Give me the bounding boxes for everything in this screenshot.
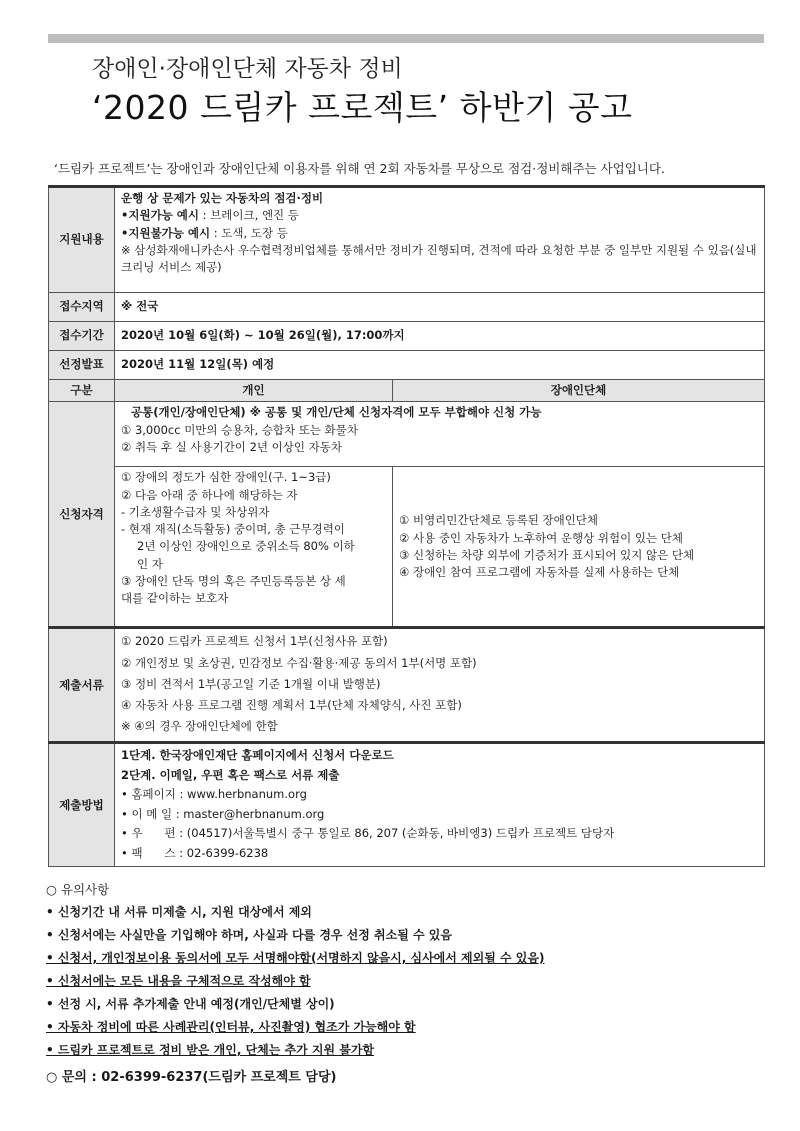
- row-announce: [49, 351, 765, 380]
- eligibility-individual-item: - 기초생활수급자 및 차상위자: [121, 504, 270, 519]
- row-documents: [49, 628, 765, 743]
- row-eligibility-common: [49, 402, 765, 467]
- notes-item: • 신청서에는 사실만을 기입해야 하며, 사실과 다를 경우 선정 취소될 수 있음: [46, 928, 452, 942]
- label-eligibility: 신청자격: [49, 402, 115, 628]
- documents-content: [115, 628, 765, 743]
- row-method: [49, 743, 765, 867]
- page-subtitle: 장애인·장애인단체 자동차 정비: [92, 56, 403, 82]
- method-step2: 2단계. 이메일, 우편 혹은 팩스로 서류 제출: [121, 767, 340, 782]
- label-method: 제출방법: [49, 743, 115, 867]
- eligibility-individual-item: 대를 같이하는 보호자: [121, 591, 229, 605]
- method-step1: 1단계. 한국장애인재단 홈페이지에서 신청서 다운로드: [121, 748, 394, 763]
- eligibility-group: [393, 467, 765, 628]
- support-note: ※ 삼성화재애니카손사 우수협력정비업체를 통해서만 정비가 진행되며, 견적에 따라 요청한 부분 중 일부만 지원될 수 있음(실내 크리닝 서비스 제공): [121, 242, 757, 274]
- row-period: [49, 322, 765, 351]
- notes-section: [46, 880, 762, 1085]
- eligibility-common-item: ② 취득 후 실 사용기간이 2년 이상인 자동차: [121, 439, 342, 454]
- method-content: [115, 743, 765, 867]
- eligibility-common: [115, 402, 765, 467]
- support-unavailable: [121, 225, 758, 242]
- page-title: ‘2020 드림카 프로젝트’ 하반기 공고: [92, 88, 633, 127]
- documents-item: ※ ④의 경우 장애인단체에 한함: [121, 719, 278, 734]
- support-available: [121, 207, 758, 224]
- column-type: 구분: [49, 380, 115, 402]
- label-region: 접수지역: [49, 293, 115, 322]
- eligibility-common-item: ① 3,000cc 미만의 승용차, 승합차 또는 화물차: [121, 422, 358, 437]
- row-region: [49, 293, 765, 322]
- eligibility-individual-item: - 현재 재직(소득활동) 중이며, 총 근무경력이: [121, 522, 345, 536]
- eligibility-group-item: ③ 신청하는 차량 외부에 기증처가 표시되어 있지 않은 단체: [399, 547, 695, 562]
- method-contact-homepage: • 홈페이지 : www.herbnanum.org: [121, 787, 307, 802]
- eligibility-individual-item: ② 다음 아래 중 하나에 해당하는 자: [121, 487, 298, 502]
- support-line1: 운행 상 문제가 있는 자동차의 점검·정비: [121, 191, 324, 205]
- notes-item: • 자동차 정비에 따른 사례관리(인터뷰, 사진촬영) 협조가 가능해야 함: [46, 1020, 416, 1034]
- eligibility-individual: [115, 467, 393, 628]
- notes-contact: ○ 문의 : 02-6399-6237(드림카 프로젝트 담당): [46, 1070, 337, 1085]
- label-documents: 제출서류: [49, 628, 115, 743]
- eligibility-group-item: ② 사용 중인 자동차가 노후하여 운행상 위험이 있는 단체: [399, 530, 683, 545]
- support-content: [115, 187, 765, 293]
- intro-text: ‘드림카 프로젝트’는 장애인과 장애인단체 이용자를 위해 연 2회 자동차를 무상으로 점검·정비해주는 사업입니다.: [54, 161, 665, 176]
- method-contact-mail: • 우 편 : (04517)서울특별시 중구 통일로 86, 207 (순화동, 바비엥3) 드림카 프로젝트 담당자: [121, 826, 615, 841]
- label-announce: 선정발표: [49, 351, 115, 380]
- method-contact-fax: • 팩 스 : 02-6399-6238: [121, 845, 269, 860]
- eligibility-common-title: 공통(개인/장애인단체) ※ 공통 및 개인/단체 신청자격에 모두 부합해야 신청 가능: [131, 405, 542, 420]
- region-value: ※ 전국: [115, 293, 765, 322]
- support-available-text: : 브레이크, 엔진 등: [199, 208, 299, 223]
- notes-item: • 드림카 프로젝트로 정비 받은 개인, 단체는 추가 지원 불가함: [46, 1043, 375, 1057]
- info-table: [48, 185, 765, 867]
- row-columns: [49, 380, 765, 402]
- label-support: 지원내용: [49, 187, 115, 293]
- eligibility-individual-item: ① 장애의 정도가 심한 장애인(구. 1~3급): [121, 470, 331, 485]
- eligibility-individual-item: 인 자: [137, 556, 163, 571]
- support-unavailable-text: : 도색, 도장 등: [210, 225, 288, 240]
- eligibility-group-item: ① 비영리민간단체로 등록된 장애인단체: [399, 513, 599, 528]
- eligibility-group-item: ④ 장애인 참여 프로그램에 자동차를 실제 사용하는 단체: [399, 565, 680, 579]
- documents-item: ③ 정비 견적서 1부(공고일 기준 1개월 이내 발행분): [121, 676, 381, 691]
- notes-item: • 선정 시, 서류 추가제출 안내 예정(개인/단체별 상이): [46, 997, 335, 1011]
- period-value: 2020년 10월 6일(화) ~ 10월 26일(월), 17:00까지: [115, 322, 765, 351]
- column-group: 장애인단체: [393, 380, 765, 402]
- row-support: [49, 187, 765, 293]
- documents-item: ④ 자동차 사용 프로그램 진행 계획서 1부(단체 자체양식, 사진 포함): [121, 698, 462, 713]
- notes-item: • 신청기간 내 서류 미제출 시, 지원 대상에서 제외: [46, 905, 312, 919]
- eligibility-individual-item: ③ 장애인 단독 명의 혹은 주민등록등본 상 세: [121, 573, 346, 588]
- support-available-label: •지원가능 예시: [121, 208, 200, 223]
- eligibility-individual-item: 2년 이상인 장애인으로 중위소득 80% 이하: [137, 539, 355, 554]
- header-bar: [48, 34, 764, 43]
- notes-item: • 신청서, 개인정보이용 동의서에 모두 서명해야함(서명하지 않을시, 심사에서 제외될 수 있음): [46, 951, 545, 965]
- row-eligibility-detail: [49, 467, 765, 628]
- method-contact-email: • 이 메 일 : master@herbnanum.org: [121, 806, 325, 821]
- documents-item: ① 2020 드림카 프로젝트 신청서 1부(신청사유 포함): [121, 634, 388, 649]
- column-individual: 개인: [115, 380, 393, 402]
- notes-item: • 신청서에는 모든 내용을 구체적으로 작성해야 함: [46, 974, 311, 988]
- announce-value: 2020년 11월 12일(목) 예정: [115, 351, 765, 380]
- support-unavailable-label: •지원불가능 예시: [121, 225, 211, 240]
- notes-heading: ○ 유의사항: [46, 882, 110, 897]
- label-period: 접수기간: [49, 322, 115, 351]
- documents-item: ② 개인정보 및 초상권, 민감정보 수집·활용·제공 동의서 1부(서명 포함): [121, 655, 477, 670]
